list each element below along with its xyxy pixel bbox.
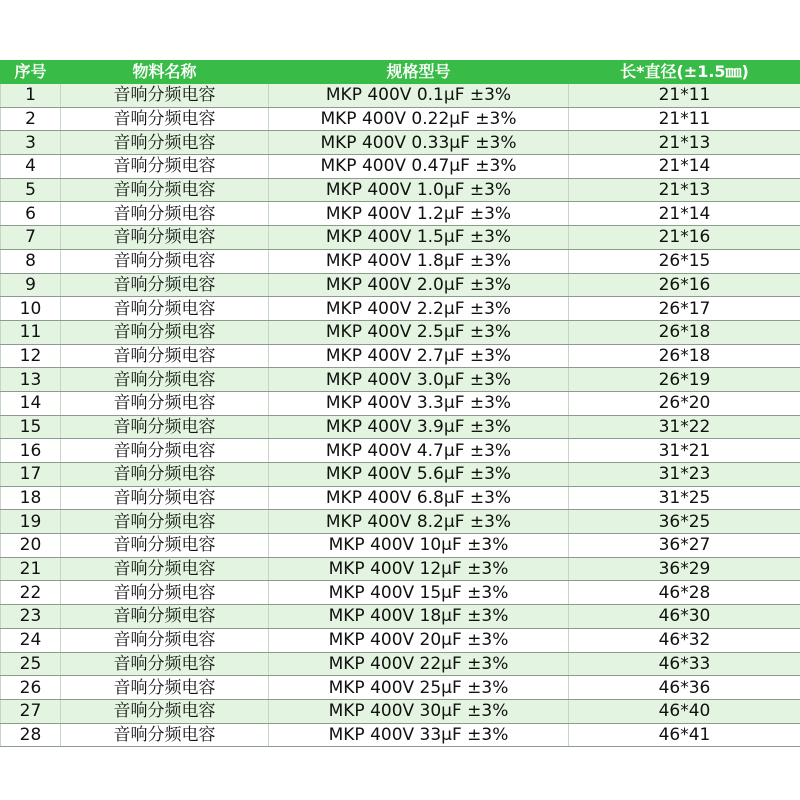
cell-serial-number: 20 [1,534,61,558]
cell-material-name: 音响分频电容 [61,131,269,155]
cell-serial-number: 17 [1,463,61,487]
cell-material-name: 音响分频电容 [61,581,269,605]
cell-length-diameter: 31*22 [569,415,800,439]
cell-spec-model: MKP 400V 20μF ±3% [269,628,569,652]
table-row [1,178,800,202]
cell-serial-number: 19 [1,510,61,534]
cell-spec-model: MKP 400V 12μF ±3% [269,557,569,581]
cell-serial-number: 25 [1,652,61,676]
cell-serial-number: 24 [1,628,61,652]
cell-length-diameter: 21*11 [569,84,800,108]
cell-serial-number: 8 [1,249,61,273]
header-length-diameter: 长*直径(±1.5㎜) [569,61,800,84]
cell-serial-number: 27 [1,699,61,723]
cell-material-name: 音响分频电容 [61,107,269,131]
cell-material-name: 音响分频电容 [61,368,269,392]
cell-material-name: 音响分频电容 [61,415,269,439]
cell-length-diameter: 21*13 [569,178,800,202]
table-row [1,463,800,487]
cell-material-name: 音响分频电容 [61,628,269,652]
cell-material-name: 音响分频电容 [61,344,269,368]
table-row [1,652,800,676]
table-row [1,226,800,250]
cell-spec-model: MKP 400V 8.2μF ±3% [269,510,569,534]
table-row [1,320,800,344]
cell-serial-number: 11 [1,320,61,344]
table-row [1,676,800,700]
cell-spec-model: MKP 400V 1.8μF ±3% [269,249,569,273]
cell-material-name: 音响分频电容 [61,510,269,534]
cell-material-name: 音响分频电容 [61,320,269,344]
cell-length-diameter: 46*40 [569,699,800,723]
cell-spec-model: MKP 400V 0.47μF ±3% [269,155,569,179]
cell-length-diameter: 46*30 [569,605,800,629]
cell-material-name: 音响分频电容 [61,178,269,202]
cell-length-diameter: 46*33 [569,652,800,676]
cell-spec-model: MKP 400V 25μF ±3% [269,676,569,700]
table-row [1,344,800,368]
cell-length-diameter: 31*21 [569,439,800,463]
cell-serial-number: 12 [1,344,61,368]
cell-serial-number: 1 [1,84,61,108]
table-row [1,581,800,605]
cell-spec-model: MKP 400V 18μF ±3% [269,605,569,629]
table-row [1,297,800,321]
cell-length-diameter: 36*29 [569,557,800,581]
cell-serial-number: 9 [1,273,61,297]
cell-length-diameter: 31*23 [569,463,800,487]
cell-material-name: 音响分频电容 [61,534,269,558]
table-row [1,723,800,747]
cell-material-name: 音响分频电容 [61,463,269,487]
cell-material-name: 音响分频电容 [61,391,269,415]
cell-material-name: 音响分频电容 [61,297,269,321]
cell-length-diameter: 46*28 [569,581,800,605]
cell-material-name: 音响分频电容 [61,486,269,510]
cell-material-name: 音响分频电容 [61,439,269,463]
cell-length-diameter: 26*15 [569,249,800,273]
table-header-row [1,61,800,84]
cell-material-name: 音响分频电容 [61,84,269,108]
cell-serial-number: 10 [1,297,61,321]
table-row [1,84,800,108]
cell-length-diameter: 21*14 [569,155,800,179]
cell-spec-model: MKP 400V 15μF ±3% [269,581,569,605]
cell-spec-model: MKP 400V 1.5μF ±3% [269,226,569,250]
cell-spec-model: MKP 400V 33μF ±3% [269,723,569,747]
table-row [1,273,800,297]
cell-spec-model: MKP 400V 2.0μF ±3% [269,273,569,297]
header-serial-number: 序号 [1,61,61,84]
cell-length-diameter: 31*25 [569,486,800,510]
cell-material-name: 音响分频电容 [61,249,269,273]
cell-length-diameter: 26*19 [569,368,800,392]
cell-serial-number: 7 [1,226,61,250]
cell-length-diameter: 26*18 [569,320,800,344]
cell-length-diameter: 26*16 [569,273,800,297]
cell-serial-number: 16 [1,439,61,463]
table-row [1,155,800,179]
cell-serial-number: 2 [1,107,61,131]
cell-length-diameter: 46*32 [569,628,800,652]
cell-spec-model: MKP 400V 3.3μF ±3% [269,391,569,415]
cell-material-name: 音响分频电容 [61,652,269,676]
table-body [1,84,800,747]
cell-spec-model: MKP 400V 2.7μF ±3% [269,344,569,368]
table-row [1,249,800,273]
cell-length-diameter: 46*36 [569,676,800,700]
cell-serial-number: 18 [1,486,61,510]
cell-serial-number: 22 [1,581,61,605]
cell-material-name: 音响分频电容 [61,605,269,629]
cell-serial-number: 15 [1,415,61,439]
cell-length-diameter: 36*27 [569,534,800,558]
cell-spec-model: MKP 400V 0.33μF ±3% [269,131,569,155]
cell-spec-model: MKP 400V 5.6μF ±3% [269,463,569,487]
header-material-name: 物料名称 [61,61,269,84]
cell-serial-number: 6 [1,202,61,226]
cell-spec-model: MKP 400V 2.2μF ±3% [269,297,569,321]
header-spec-model: 规格型号 [269,61,569,84]
cell-spec-model: MKP 400V 0.22μF ±3% [269,107,569,131]
cell-spec-model: MKP 400V 0.1μF ±3% [269,84,569,108]
cell-length-diameter: 21*13 [569,131,800,155]
cell-spec-model: MKP 400V 22μF ±3% [269,652,569,676]
cell-length-diameter: 26*18 [569,344,800,368]
cell-length-diameter: 26*17 [569,297,800,321]
cell-spec-model: MKP 400V 3.9μF ±3% [269,415,569,439]
table-row [1,439,800,463]
capacitor-spec-table [0,60,800,747]
cell-serial-number: 5 [1,178,61,202]
table-row [1,486,800,510]
table-row [1,534,800,558]
cell-spec-model: MKP 400V 3.0μF ±3% [269,368,569,392]
cell-serial-number: 13 [1,368,61,392]
cell-material-name: 音响分频电容 [61,557,269,581]
cell-spec-model: MKP 400V 1.2μF ±3% [269,202,569,226]
cell-serial-number: 4 [1,155,61,179]
table-row [1,557,800,581]
table-row [1,368,800,392]
table-row [1,605,800,629]
cell-material-name: 音响分频电容 [61,273,269,297]
table-row [1,391,800,415]
cell-serial-number: 28 [1,723,61,747]
cell-material-name: 音响分频电容 [61,226,269,250]
cell-spec-model: MKP 400V 6.8μF ±3% [269,486,569,510]
cell-material-name: 音响分频电容 [61,202,269,226]
cell-serial-number: 23 [1,605,61,629]
table-row [1,510,800,534]
table-row [1,628,800,652]
cell-spec-model: MKP 400V 2.5μF ±3% [269,320,569,344]
cell-material-name: 音响分频电容 [61,723,269,747]
cell-serial-number: 21 [1,557,61,581]
cell-spec-model: MKP 400V 10μF ±3% [269,534,569,558]
cell-serial-number: 26 [1,676,61,700]
cell-material-name: 音响分频电容 [61,699,269,723]
cell-spec-model: MKP 400V 30μF ±3% [269,699,569,723]
cell-length-diameter: 21*14 [569,202,800,226]
spec-table-container [0,60,800,747]
table-row [1,202,800,226]
cell-spec-model: MKP 400V 1.0μF ±3% [269,178,569,202]
table-row [1,107,800,131]
cell-material-name: 音响分频电容 [61,676,269,700]
cell-length-diameter: 36*25 [569,510,800,534]
cell-length-diameter: 21*16 [569,226,800,250]
cell-serial-number: 3 [1,131,61,155]
cell-spec-model: MKP 400V 4.7μF ±3% [269,439,569,463]
table-row [1,131,800,155]
table-row [1,699,800,723]
cell-length-diameter: 46*41 [569,723,800,747]
cell-serial-number: 14 [1,391,61,415]
cell-length-diameter: 26*20 [569,391,800,415]
cell-material-name: 音响分频电容 [61,155,269,179]
cell-length-diameter: 21*11 [569,107,800,131]
table-row [1,415,800,439]
